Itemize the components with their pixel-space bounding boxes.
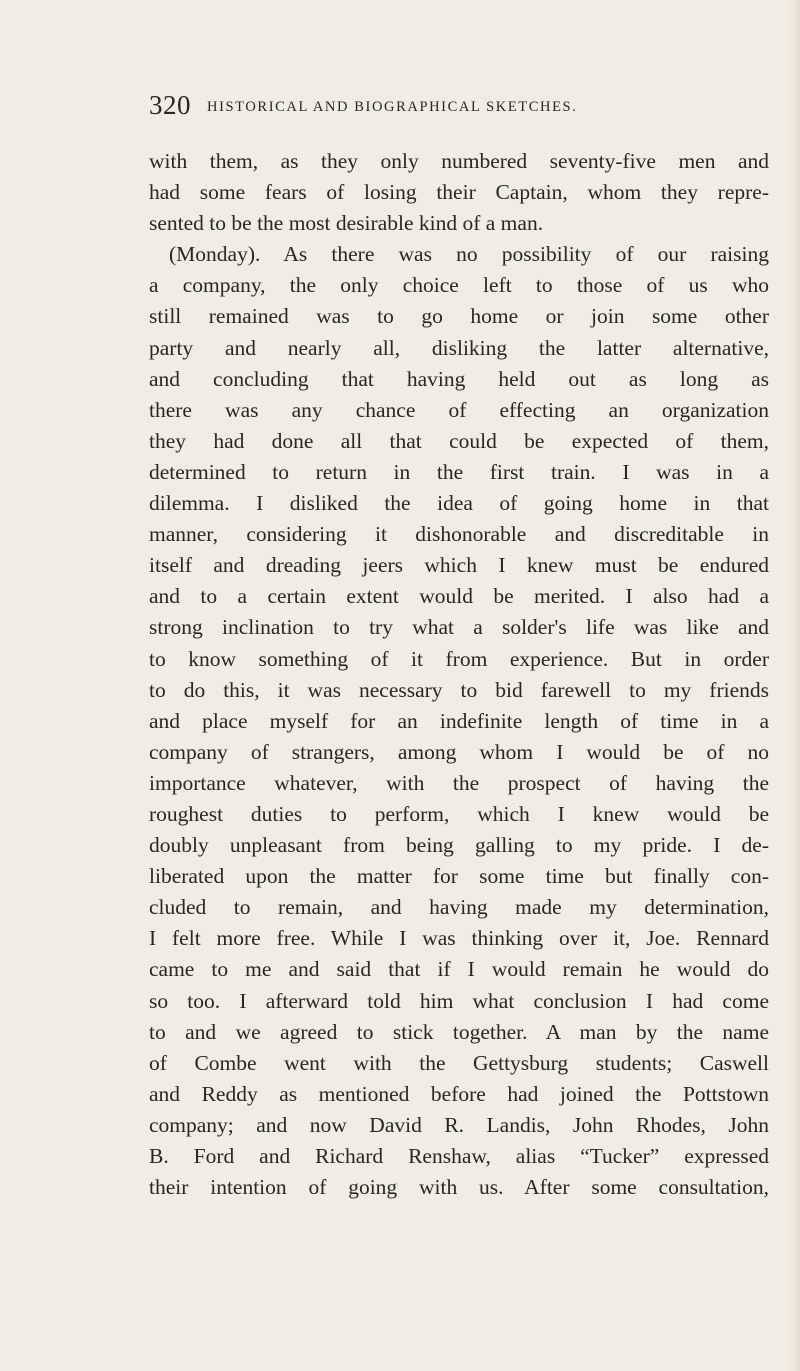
text-line: party and nearly all, disliking the latter alternative, (149, 335, 769, 360)
text-line: determined to return in the first train. I was in a (149, 459, 769, 484)
text-line: there was any chance of effecting an organization (149, 397, 769, 422)
text-line: their intention of going with us. After some consultation, (149, 1175, 769, 1200)
text-line: company; and now David R. Landis, John Rhodes, John (149, 1112, 769, 1137)
text-line: (Monday). As there was no possibility of our raising (169, 242, 769, 267)
text-line: and concluding that having held out as long as (149, 366, 769, 391)
text-line: to and we agreed to stick together. A man by the name (149, 1019, 769, 1044)
text-line: of Combe went with the Gettysburg students; Caswell (149, 1050, 769, 1075)
text-line: itself and dreading jeers which I knew must be endured (149, 553, 769, 578)
text-line: still remained was to go home or join some other (149, 304, 769, 329)
text-line: doubly unpleasant from being galling to my pride. I de- (149, 833, 769, 858)
text-line: strong inclination to try what a solder's life was like and (149, 615, 769, 640)
text-line: and Reddy as mentioned before had joined the Pottstown (149, 1081, 769, 1106)
text-line: a company, the only choice left to those of us who (149, 273, 769, 298)
text-line: liberated upon the matter for some time but finally con- (149, 864, 769, 889)
body-text (149, 146, 769, 1203)
text-line: cluded to remain, and having made my determination, (149, 895, 769, 920)
text-line: they had done all that could be expected of them, (149, 428, 769, 453)
text-line: and place myself for an indefinite length of time in a (149, 708, 769, 733)
text-line: with them, as they only numbered seventy-five men and (149, 149, 769, 173)
text-line: to do this, it was necessary to bid farewell to my friends (149, 677, 769, 702)
text-line: B. Ford and Richard Renshaw, alias “Tucker” expressed (149, 1144, 769, 1168)
text-line: and to a certain extent would be merited. I also had a (149, 584, 769, 609)
text-line: roughest duties to perform, which I knew would be (149, 801, 769, 826)
text-line: company of strangers, among whom I would be of no (149, 739, 769, 764)
text-line: came to me and said that if I would remain he would do (149, 957, 769, 982)
text-line: dilemma. I disliked the idea of going home in that (149, 491, 769, 516)
page-number: 320 (149, 90, 191, 120)
text-line: to know something of it from experience. But in order (149, 646, 769, 671)
text-line: manner, considering it dishonorable and discreditable in (149, 522, 769, 547)
text-line: sented to be the most desirable kind of a man. (149, 211, 544, 236)
text-line: had some fears of losing their Captain, whom they repre- (149, 180, 769, 205)
running-head-title: HISTORICAL AND BIOGRAPHICAL SKETCHES. (207, 99, 578, 115)
text-line: I felt more free. While I was thinking over it, Joe. Rennard (149, 926, 769, 951)
running-head (149, 90, 769, 126)
page-edge-shadow (790, 0, 800, 1371)
text-line: so too. I afterward told him what conclusion I had come (149, 988, 769, 1013)
text-line: importance whatever, with the prospect of having the (149, 770, 769, 795)
